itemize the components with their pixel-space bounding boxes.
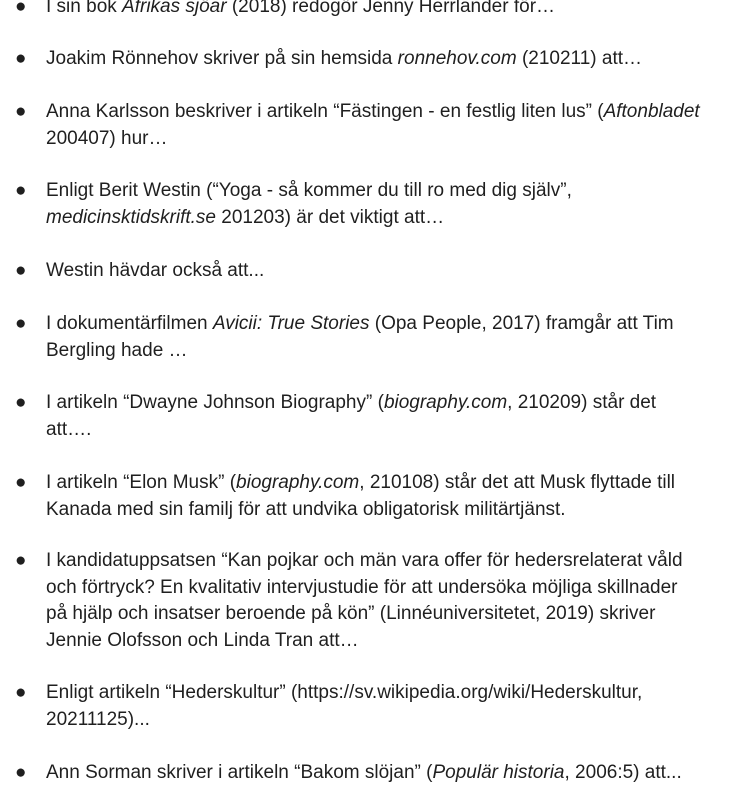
- text-line: [46, 707, 746, 734]
- text-line: [46, 46, 746, 73]
- text-segment: Bergling hade …: [46, 339, 188, 361]
- text-segment: (2018) redogör Jenny Herrlander för…: [226, 0, 556, 17]
- text-segment: Kanada med sin familj för att undvika obligatorisk militärtjänst.: [46, 498, 566, 520]
- list-item-text: [46, 178, 746, 231]
- list-item-text: [46, 760, 746, 787]
- text-segment: Joakim Rönnehov skriver på sin hemsida: [46, 48, 398, 69]
- text-segment: 20211125)...: [46, 708, 150, 730]
- text-line: [46, 178, 746, 205]
- italic-title: Populär historia: [432, 762, 565, 783]
- text-segment: att….: [46, 418, 92, 440]
- text-segment: I kandidatuppsatsen “Kan pojkar och män vara offer för hedersrelaterat våld: [46, 550, 683, 571]
- text-line: [46, 417, 746, 444]
- list-item-text: [46, 390, 746, 443]
- bullet-marker: ●: [15, 762, 27, 783]
- text-segment: , 2006:5) att...: [564, 762, 682, 783]
- bullet-marker: ●: [15, 48, 27, 69]
- text-segment: Jennie Olofsson och Linda Tran att…: [46, 629, 359, 651]
- text-line: [46, 601, 746, 628]
- list-item-text: [46, 680, 746, 733]
- italic-title: Afrikas sjöar: [122, 0, 227, 17]
- bullet-marker: ●: [15, 180, 27, 201]
- text-segment: I artikeln “Elon Musk” (: [46, 472, 237, 493]
- bullet-marker: ●: [15, 0, 27, 17]
- text-segment: I artikeln “Dwayne Johnson Biography” (: [46, 392, 384, 413]
- list-item-text: [46, 548, 746, 654]
- text-line: [46, 470, 746, 497]
- text-segment: Westin hävdar också att...: [46, 260, 265, 281]
- list-item-text: [46, 46, 746, 73]
- italic-title: Avicii: True Stories: [212, 313, 370, 334]
- text-segment: (Opa People, 2017) framgår att Tim: [369, 313, 674, 334]
- text-segment: 201203) är det viktigt att…: [216, 206, 445, 228]
- text-segment: och förtryck? En kvalitativ intervjustudie för att undersöka möjliga skillnader: [46, 576, 678, 598]
- text-line: [46, 338, 746, 365]
- text-segment: Ann Sorman skriver i artikeln “Bakom slöjan” (: [46, 762, 433, 783]
- text-line: [46, 0, 746, 21]
- bullet-marker: ●: [15, 550, 27, 571]
- text-segment: 200407) hur…: [46, 127, 168, 149]
- text-line: [46, 548, 746, 575]
- italic-title: medicinsktidskrift.se: [46, 206, 216, 228]
- italic-title: ronnehov.com: [397, 48, 517, 69]
- text-segment: I sin bok: [46, 0, 123, 17]
- italic-title: Aftonbladet: [603, 101, 700, 122]
- text-segment: , 210108) står det att Musk flyttade till: [359, 472, 676, 493]
- italic-title: biography.com: [236, 472, 360, 493]
- text-line: [46, 575, 746, 602]
- italic-title: biography.com: [383, 392, 508, 413]
- list-item-text: [46, 470, 746, 523]
- text-segment: Enligt Berit Westin (“Yoga - så kommer du till ro med dig själv”,: [46, 180, 572, 201]
- text-segment: (210211) att…: [516, 48, 642, 69]
- text-segment: I dokumentärfilmen: [46, 313, 213, 334]
- bullet-marker: ●: [15, 260, 27, 281]
- text-line: [46, 99, 746, 126]
- text-line: [46, 680, 746, 707]
- bullet-marker: ●: [15, 682, 27, 703]
- text-line: [46, 760, 746, 787]
- text-segment: Enligt artikeln “Hederskultur” (https://sv.wikipedia.org/wiki/Hederskultur,: [46, 682, 643, 703]
- text-segment: Anna Karlsson beskriver i artikeln “Fästingen - en festlig liten lus” (: [46, 101, 604, 122]
- bullet-marker: ●: [15, 392, 27, 413]
- bullet-marker: ●: [15, 101, 27, 122]
- text-segment: , 210209) står det: [507, 392, 657, 413]
- list-item-text: [46, 99, 746, 152]
- bullet-marker: ●: [15, 472, 27, 493]
- text-line: [46, 497, 746, 524]
- text-line: [46, 205, 746, 232]
- text-line: [46, 126, 746, 153]
- text-line: [46, 390, 746, 417]
- text-segment: på hjälp och insatser beroende på kön” (Linnéuniversitetet, 2019) skriver: [46, 603, 656, 624]
- text-line: [46, 628, 746, 655]
- text-line: [46, 258, 746, 285]
- list-item-text: [46, 258, 746, 285]
- bullet-marker: ●: [15, 313, 27, 334]
- list-item-text: [46, 311, 746, 364]
- text-line: [46, 311, 746, 338]
- list-item-text: [46, 0, 746, 21]
